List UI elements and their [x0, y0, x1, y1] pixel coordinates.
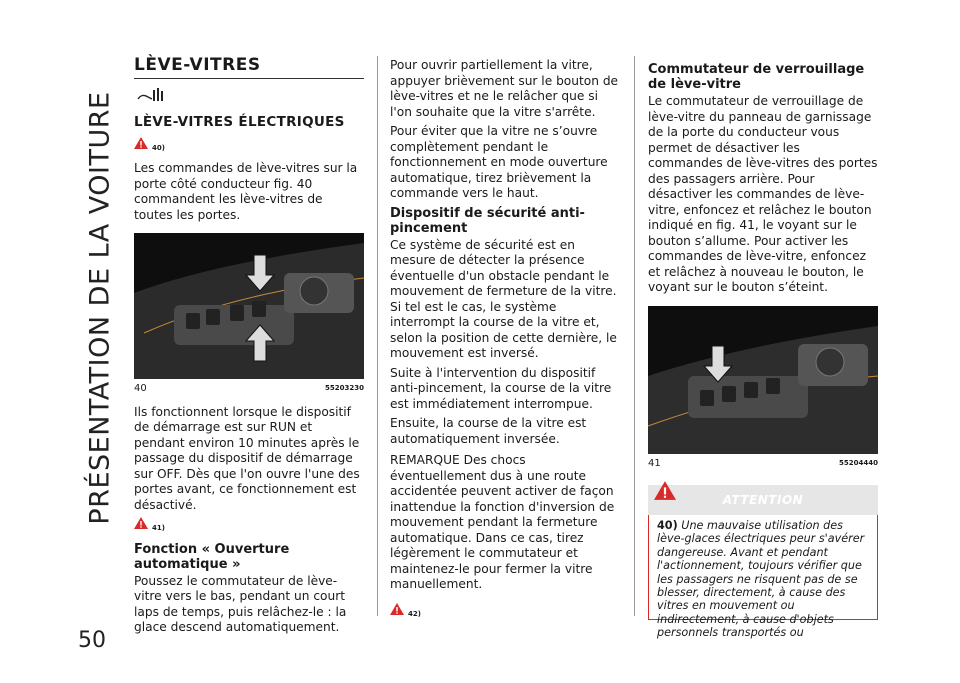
subsection-heading: Dispositif de sécurité anti-pincement: [390, 205, 585, 236]
paragraph: Ensuite, la course de la vitre est automatiquement inversée.: [390, 416, 587, 446]
column-3: [648, 58, 878, 640]
paragraph: Le commutateur de verrouillage de lève-vitre du panneau de garnissage de la porte du conducteur vous permet de désactiver les commandes de lève-vitres des portes des passagers arrière. Pour désactiver les commandes de lève-vitre, enfoncez et relâchez le bouton indiqué en fig. 41, le voyant sur le bouton s’allume. Pour activer les commandes de lève-vitre, enfoncez et relâchez à nouveau le bouton, le voyant sur le bouton s’éteint.: [648, 94, 878, 294]
page-number: 50: [78, 628, 106, 653]
warning-ref: 41): [134, 517, 364, 537]
paragraph: Ils fonctionnent lorsque le dispositif de démarrage est sur RUN et pendant environ 10 minutes après le passage du dispositif de démarrage sur OFF. Dès que l'on ouvre l'une des portes avant, ce fonctionnement est désactivé.: [134, 404, 360, 512]
paragraph: Pour éviter que la vitre ne s’ouvre complètement pendant le fonctionnement en mode ouverture automatique, tirez brièvement la commande vers le haut.: [390, 124, 608, 200]
paragraph: Les commandes de lève-vitres sur la porte côté conducteur fig. 40 commandent les lève-vitres de toutes les portes.: [134, 161, 358, 222]
paragraph: Ce système de sécurité est en mesure de détecter la présence éventuelle d'un obstacle pendant le mouvement de fermeture de la vitre. Si tel est le cas, le système interrompt la course de la vitre et, selon la position de cette dernière, le mouvement est inversé.: [390, 237, 617, 360]
hand-icon: [136, 87, 364, 108]
column-divider: [377, 56, 378, 616]
column-2: [390, 58, 622, 627]
attention-title: ATTENTION: [722, 493, 804, 507]
subsection-heading: Fonction « Ouverture automatique »: [134, 541, 290, 572]
column-divider: [634, 56, 635, 616]
warning-triangle-icon: [134, 137, 148, 149]
paragraph: REMARQUE Des chocs éventuellement dus à une route accidentée peuvent activer de façon inattendue la fonction d'inversion de mouvement pendant la fermeture automatique. Dans ce cas, tirez légèrement le commutateur et maintenez-le pour fermer la vitre manuellement.: [390, 453, 615, 591]
paragraph: Poussez le commutateur de lève-vitre vers le bas, pendant un court laps de temps, puis relâchez-le : la glace descend automatiquement.: [134, 573, 347, 634]
warning-triangle-icon: [390, 603, 404, 615]
section-title-vertical: PRÉSENTATION DE LA VOITURE: [84, 91, 116, 525]
warning-triangle-icon: [134, 517, 148, 529]
warning-ref: 42): [390, 603, 622, 623]
figure-41-photo: [648, 306, 878, 454]
column-1: [134, 55, 364, 640]
figure-caption: 40 55203230: [134, 383, 364, 394]
section-heading: LÈVE-VITRES: [134, 58, 364, 79]
subsection-heading: Commutateur de verrouillage de lève-vitre: [648, 62, 865, 92]
subheading: LÈVE-VITRES ÉLECTRIQUES: [134, 114, 345, 130]
attention-banner: [648, 485, 878, 515]
warning-ref: 40): [134, 137, 364, 157]
figure-caption: 41 55204440: [648, 457, 878, 469]
figure-40-photo: [134, 233, 364, 379]
paragraph: Pour ouvrir partiellement la vitre, appuyer brièvement sur le bouton de lève-vitres et ne le relâcher que si l'on souhaite que la vitre s'arrête.: [390, 58, 619, 119]
attention-body: 40) Une mauvaise utilisation des lève-glaces électriques peur s'avérer dangereuse. Avant et pendant l'actionnement, toujours vérifier que les passagers ne risquent pas de se blesser, directement, à cause des vitres en mouvement ou indirectement, à cause d'objets personnels transportés ou: [648, 515, 878, 620]
paragraph: Suite à l'intervention du dispositif anti-pincement, la course de la vitre est immédiatement interrompue.: [390, 365, 612, 411]
